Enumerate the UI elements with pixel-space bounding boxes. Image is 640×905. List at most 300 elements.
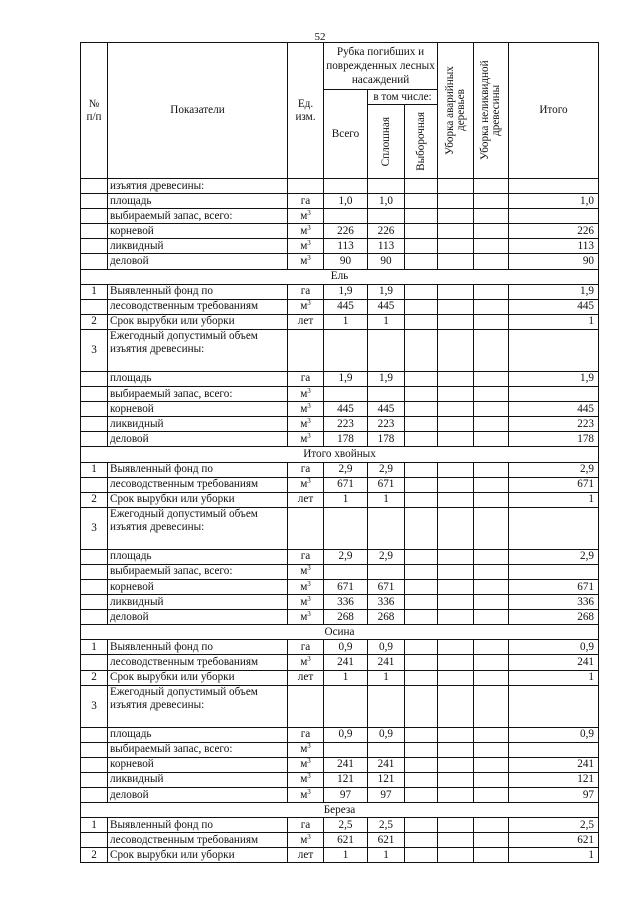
row-illiquid xyxy=(474,417,509,432)
table-row xyxy=(81,179,599,194)
row-clear xyxy=(368,329,405,371)
table-row xyxy=(81,833,599,848)
table-row xyxy=(81,579,599,594)
row-illiquid xyxy=(474,477,509,492)
row-num xyxy=(81,194,108,209)
row-total: 2,9 xyxy=(509,462,599,477)
row-total xyxy=(509,507,599,549)
row-total: 671 xyxy=(509,579,599,594)
row-selective xyxy=(405,549,438,564)
row-illiquid xyxy=(474,610,509,625)
row-illiquid xyxy=(474,254,509,269)
row-emergency xyxy=(438,387,474,402)
row-emergency xyxy=(438,772,474,787)
row-selective xyxy=(405,209,438,224)
row-indicator: Выявленный фонд по xyxy=(108,640,288,655)
row-num xyxy=(81,371,108,386)
row-clear: 241 xyxy=(368,757,405,772)
row-clear: 241 xyxy=(368,655,405,670)
row-selective xyxy=(405,742,438,757)
row-unit: лет xyxy=(288,314,324,329)
row-total: 241 xyxy=(509,655,599,670)
row-selective xyxy=(405,284,438,299)
row-num xyxy=(81,477,108,492)
table-row xyxy=(81,284,599,299)
row-total-felling: 226 xyxy=(324,224,368,239)
row-illiquid xyxy=(474,371,509,386)
row-illiquid xyxy=(474,579,509,594)
table-row xyxy=(81,848,599,863)
row-indicator: ликвидный xyxy=(108,239,288,254)
row-emergency xyxy=(438,284,474,299)
row-emergency xyxy=(438,179,474,194)
table-row xyxy=(81,655,599,670)
row-num xyxy=(81,224,108,239)
header-unit: Ед. изм. xyxy=(288,43,324,179)
table-row xyxy=(81,818,599,833)
row-unit: га xyxy=(288,371,324,386)
row-selective xyxy=(405,462,438,477)
row-total: 445 xyxy=(509,299,599,314)
row-selective xyxy=(405,610,438,625)
row-indicator: площадь xyxy=(108,194,288,209)
row-emergency xyxy=(438,194,474,209)
row-num xyxy=(81,417,108,432)
row-emergency xyxy=(438,417,474,432)
row-total xyxy=(509,387,599,402)
row-selective xyxy=(405,194,438,209)
row-clear: 97 xyxy=(368,788,405,803)
row-num xyxy=(81,564,108,579)
row-num xyxy=(81,387,108,402)
row-indicator: Выявленный фонд по xyxy=(108,818,288,833)
row-emergency xyxy=(438,492,474,507)
row-unit: $м^3$ xyxy=(288,833,324,848)
row-selective xyxy=(405,299,438,314)
row-unit: га xyxy=(288,640,324,655)
row-illiquid xyxy=(474,670,509,685)
row-total xyxy=(509,685,599,727)
row-illiquid xyxy=(474,299,509,314)
section-row xyxy=(81,625,599,640)
row-indicator: Ежегодный допустимый объем изъятия древесины: xyxy=(108,685,288,727)
row-emergency xyxy=(438,640,474,655)
table-row xyxy=(81,670,599,685)
row-total-felling: 1 xyxy=(324,670,368,685)
row-emergency xyxy=(438,685,474,727)
row-clear: 1 xyxy=(368,848,405,863)
row-emergency xyxy=(438,477,474,492)
row-indicator: Ежегодный допустимый объем изъятия древесины: xyxy=(108,329,288,371)
row-emergency xyxy=(438,329,474,371)
row-total xyxy=(509,564,599,579)
row-total-felling: 2,5 xyxy=(324,818,368,833)
row-total: 445 xyxy=(509,402,599,417)
table-row xyxy=(81,254,599,269)
row-emergency xyxy=(438,742,474,757)
header-total: Итого xyxy=(509,43,599,179)
row-emergency xyxy=(438,727,474,742)
row-indicator: лесоводственным требованиям xyxy=(108,655,288,670)
table-row xyxy=(81,314,599,329)
row-total-felling: 671 xyxy=(324,579,368,594)
row-illiquid xyxy=(474,387,509,402)
table-row xyxy=(81,462,599,477)
row-total-felling: 1 xyxy=(324,314,368,329)
row-unit: $м^3$ xyxy=(288,209,324,224)
row-selective xyxy=(405,579,438,594)
row-num: 1 xyxy=(81,284,108,299)
row-emergency xyxy=(438,579,474,594)
row-total: 268 xyxy=(509,610,599,625)
row-num xyxy=(81,209,108,224)
row-num: 1 xyxy=(81,818,108,833)
row-total-felling: 0,9 xyxy=(324,727,368,742)
row-clear: 223 xyxy=(368,417,405,432)
row-illiquid xyxy=(474,549,509,564)
row-clear: 113 xyxy=(368,239,405,254)
row-selective xyxy=(405,492,438,507)
row-num xyxy=(81,432,108,447)
table-row xyxy=(81,477,599,492)
row-total: 2,5 xyxy=(509,818,599,833)
row-clear xyxy=(368,564,405,579)
table-row xyxy=(81,329,599,371)
row-indicator: корневой xyxy=(108,579,288,594)
header-illiquid: Уборка неликвидной древесины xyxy=(474,43,509,179)
row-unit: $м^3$ xyxy=(288,742,324,757)
row-selective xyxy=(405,772,438,787)
row-indicator: Срок вырубки или уборки xyxy=(108,848,288,863)
row-total: 241 xyxy=(509,757,599,772)
row-clear: 445 xyxy=(368,402,405,417)
row-total-felling: 2,9 xyxy=(324,549,368,564)
row-num: 2 xyxy=(81,492,108,507)
row-num: 2 xyxy=(81,670,108,685)
row-illiquid xyxy=(474,329,509,371)
row-total-felling xyxy=(324,209,368,224)
row-indicator: Срок вырубки или уборки xyxy=(108,670,288,685)
row-illiquid xyxy=(474,239,509,254)
section-row xyxy=(81,803,599,818)
table-row xyxy=(81,299,599,314)
row-selective xyxy=(405,314,438,329)
row-clear: 1,9 xyxy=(368,284,405,299)
row-num xyxy=(81,549,108,564)
row-selective xyxy=(405,329,438,371)
row-clear: 1 xyxy=(368,492,405,507)
row-selective xyxy=(405,387,438,402)
row-num: 2 xyxy=(81,848,108,863)
row-clear: 2,9 xyxy=(368,549,405,564)
row-total-felling xyxy=(324,179,368,194)
row-emergency xyxy=(438,670,474,685)
row-illiquid xyxy=(474,179,509,194)
header-including: в том числе: xyxy=(368,90,438,105)
header-selective: Выборочная xyxy=(405,105,438,179)
row-illiquid xyxy=(474,314,509,329)
row-clear: 671 xyxy=(368,477,405,492)
row-selective xyxy=(405,371,438,386)
row-clear: 671 xyxy=(368,579,405,594)
table-row xyxy=(81,432,599,447)
row-unit: га xyxy=(288,818,324,833)
row-clear xyxy=(368,179,405,194)
row-unit: $м^3$ xyxy=(288,477,324,492)
row-total: 336 xyxy=(509,595,599,610)
row-unit: $м^3$ xyxy=(288,579,324,594)
row-total-felling: 0,9 xyxy=(324,640,368,655)
row-selective xyxy=(405,670,438,685)
row-num xyxy=(81,772,108,787)
header-num: № п/п xyxy=(81,43,108,179)
row-selective xyxy=(405,595,438,610)
row-selective xyxy=(405,727,438,742)
table-row xyxy=(81,209,599,224)
row-emergency xyxy=(438,549,474,564)
row-emergency xyxy=(438,462,474,477)
row-clear: 1 xyxy=(368,670,405,685)
row-total xyxy=(509,742,599,757)
row-emergency xyxy=(438,757,474,772)
row-num: 3 xyxy=(81,685,108,727)
row-clear xyxy=(368,209,405,224)
row-emergency xyxy=(438,655,474,670)
row-total-felling: 1 xyxy=(324,492,368,507)
row-clear: 1 xyxy=(368,314,405,329)
row-illiquid xyxy=(474,742,509,757)
row-illiquid xyxy=(474,564,509,579)
row-emergency xyxy=(438,299,474,314)
table-header xyxy=(81,43,599,179)
row-selective xyxy=(405,402,438,417)
section-title: Береза xyxy=(81,803,599,818)
row-total xyxy=(509,329,599,371)
table-row xyxy=(81,727,599,742)
header-indicator: Показатели xyxy=(108,43,288,179)
row-selective xyxy=(405,788,438,803)
row-emergency xyxy=(438,224,474,239)
row-indicator: ликвидный xyxy=(108,595,288,610)
row-total-felling: 445 xyxy=(324,402,368,417)
row-total: 90 xyxy=(509,254,599,269)
forest-felling-table xyxy=(80,42,599,863)
row-total: 226 xyxy=(509,224,599,239)
table-row xyxy=(81,239,599,254)
row-selective xyxy=(405,685,438,727)
row-emergency xyxy=(438,314,474,329)
row-selective xyxy=(405,239,438,254)
row-unit: лет xyxy=(288,848,324,863)
row-total-felling: 1,0 xyxy=(324,194,368,209)
row-total: 178 xyxy=(509,432,599,447)
row-total-felling: 121 xyxy=(324,772,368,787)
row-total-felling: 621 xyxy=(324,833,368,848)
row-illiquid xyxy=(474,655,509,670)
row-indicator: ликвидный xyxy=(108,417,288,432)
row-total-felling: 445 xyxy=(324,299,368,314)
row-indicator: ликвидный xyxy=(108,772,288,787)
row-selective xyxy=(405,848,438,863)
row-illiquid xyxy=(474,224,509,239)
row-selective xyxy=(405,507,438,549)
row-total: 1,9 xyxy=(509,371,599,386)
table-row xyxy=(81,742,599,757)
table-row xyxy=(81,194,599,209)
section-row xyxy=(81,447,599,462)
row-num: 3 xyxy=(81,507,108,549)
row-emergency xyxy=(438,595,474,610)
header-clear: Сплошная xyxy=(368,105,405,179)
row-indicator: Выявленный фонд по xyxy=(108,462,288,477)
row-unit: $м^3$ xyxy=(288,610,324,625)
row-selective xyxy=(405,477,438,492)
row-unit: $м^3$ xyxy=(288,788,324,803)
row-indicator: корневой xyxy=(108,402,288,417)
row-total-felling: 336 xyxy=(324,595,368,610)
row-unit: лет xyxy=(288,670,324,685)
row-num: 2 xyxy=(81,314,108,329)
table-row xyxy=(81,640,599,655)
row-clear: 268 xyxy=(368,610,405,625)
row-clear xyxy=(368,387,405,402)
row-clear xyxy=(368,685,405,727)
row-total: 1,9 xyxy=(509,284,599,299)
row-emergency xyxy=(438,818,474,833)
row-indicator: деловой xyxy=(108,254,288,269)
row-unit: лет xyxy=(288,492,324,507)
row-illiquid xyxy=(474,727,509,742)
row-clear: 226 xyxy=(368,224,405,239)
row-num xyxy=(81,595,108,610)
row-unit: $м^3$ xyxy=(288,595,324,610)
section-title: Итого хвойных xyxy=(81,447,599,462)
row-indicator: площадь xyxy=(108,549,288,564)
row-selective xyxy=(405,417,438,432)
row-total-felling: 1 xyxy=(324,848,368,863)
row-num: 1 xyxy=(81,640,108,655)
row-emergency xyxy=(438,209,474,224)
table-row xyxy=(81,788,599,803)
row-total-felling: 223 xyxy=(324,417,368,432)
row-num xyxy=(81,402,108,417)
row-total-felling xyxy=(324,329,368,371)
header-total-felling: Всего xyxy=(324,90,368,179)
row-clear: 0,9 xyxy=(368,640,405,655)
row-selective xyxy=(405,432,438,447)
row-illiquid xyxy=(474,757,509,772)
row-total xyxy=(509,209,599,224)
row-unit: га xyxy=(288,727,324,742)
row-total: 1,0 xyxy=(509,194,599,209)
row-total: 1 xyxy=(509,670,599,685)
section-title: Осина xyxy=(81,625,599,640)
row-illiquid xyxy=(474,833,509,848)
row-illiquid xyxy=(474,818,509,833)
row-emergency xyxy=(438,564,474,579)
row-illiquid xyxy=(474,432,509,447)
table-row xyxy=(81,371,599,386)
row-selective xyxy=(405,818,438,833)
row-illiquid xyxy=(474,492,509,507)
row-num xyxy=(81,742,108,757)
row-selective xyxy=(405,564,438,579)
row-unit: $м^3$ xyxy=(288,239,324,254)
table-row xyxy=(81,492,599,507)
row-total-felling: 241 xyxy=(324,757,368,772)
row-total-felling: 90 xyxy=(324,254,368,269)
row-indicator: площадь xyxy=(108,727,288,742)
row-clear: 621 xyxy=(368,833,405,848)
row-indicator: корневой xyxy=(108,224,288,239)
row-num: 3 xyxy=(81,329,108,371)
row-indicator: лесоводственным требованиям xyxy=(108,833,288,848)
row-total: 1 xyxy=(509,314,599,329)
row-num xyxy=(81,757,108,772)
row-total-felling: 97 xyxy=(324,788,368,803)
row-clear: 121 xyxy=(368,772,405,787)
row-unit: $м^3$ xyxy=(288,757,324,772)
row-total-felling: 241 xyxy=(324,655,368,670)
row-unit: $м^3$ xyxy=(288,402,324,417)
row-unit xyxy=(288,507,324,549)
row-num xyxy=(81,655,108,670)
row-indicator: Выявленный фонд по xyxy=(108,284,288,299)
row-total-felling: 1,9 xyxy=(324,284,368,299)
row-indicator: лесоводственным требованиям xyxy=(108,299,288,314)
row-indicator: Срок вырубки или уборки xyxy=(108,492,288,507)
row-selective xyxy=(405,179,438,194)
row-unit: $м^3$ xyxy=(288,387,324,402)
row-clear: 2,5 xyxy=(368,818,405,833)
row-total-felling xyxy=(324,564,368,579)
row-selective xyxy=(405,655,438,670)
row-unit: га xyxy=(288,549,324,564)
row-unit: $м^3$ xyxy=(288,564,324,579)
row-total xyxy=(509,179,599,194)
table-row xyxy=(81,417,599,432)
table-body xyxy=(81,179,599,863)
row-indicator: Ежегодный допустимый объем изъятия древесины: xyxy=(108,507,288,549)
row-unit: $м^3$ xyxy=(288,224,324,239)
row-clear: 445 xyxy=(368,299,405,314)
row-indicator: лесоводственным требованиям xyxy=(108,477,288,492)
row-indicator: Срок вырубки или уборки xyxy=(108,314,288,329)
row-unit xyxy=(288,179,324,194)
table-row xyxy=(81,757,599,772)
row-total-felling xyxy=(324,742,368,757)
row-total-felling: 1,9 xyxy=(324,371,368,386)
row-total-felling: 178 xyxy=(324,432,368,447)
row-indicator: деловой xyxy=(108,788,288,803)
row-illiquid xyxy=(474,788,509,803)
row-selective xyxy=(405,833,438,848)
row-total: 0,9 xyxy=(509,640,599,655)
row-total-felling: 268 xyxy=(324,610,368,625)
section-row xyxy=(81,269,599,284)
header-emergency: Уборка аварийных деревьев xyxy=(438,43,474,179)
row-unit: $м^3$ xyxy=(288,772,324,787)
row-illiquid xyxy=(474,194,509,209)
row-illiquid xyxy=(474,402,509,417)
row-unit: га xyxy=(288,194,324,209)
row-num xyxy=(81,179,108,194)
row-clear: 90 xyxy=(368,254,405,269)
row-total: 97 xyxy=(509,788,599,803)
row-emergency xyxy=(438,507,474,549)
row-num xyxy=(81,239,108,254)
row-emergency xyxy=(438,239,474,254)
